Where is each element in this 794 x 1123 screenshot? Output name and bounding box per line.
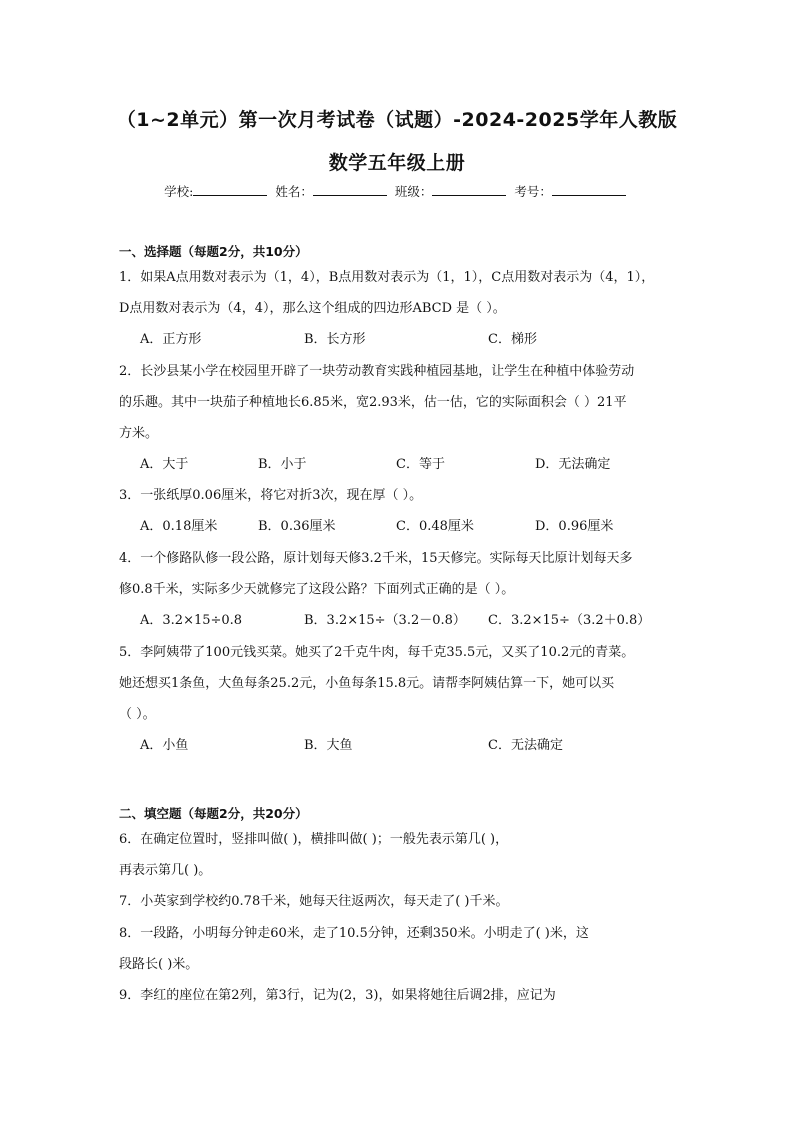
q2-option-d[interactable]: D．无法确定 [535,457,611,472]
section2-heading: 二、填空题（每题2分，共20分） [119,806,308,821]
q5-option-b[interactable]: B．大鱼 [304,738,353,753]
section1-heading: 一、选择题（每题2分，共10分） [119,244,308,259]
q2-line2: 的乐趣。其中一块茄子种植地长6.85米，宽2.93米，估一估，它的实际面积会（ ）21平 [119,395,627,410]
exam-title-line2: 数学五年级上册 [328,152,466,174]
q2-option-a[interactable]: A．大于 [140,457,189,472]
q5-line3: （ ）。 [119,707,156,722]
q1-option-c[interactable]: C．梯形 [488,332,537,347]
q1-line2: D点用数对表示为（4，4），那么这个组成的四边形ABCD 是（ ）。 [119,301,506,316]
q2-option-b[interactable]: B．小于 [258,457,307,472]
name-label: 姓名： [275,184,313,199]
q3-option-d[interactable]: D．0.96厘米 [535,519,614,534]
q5-line1: 5．李阿姨带了100元钱买菜。她买了2千克牛肉，每千克35.5元，又买了10.2元的青菜。 [119,645,635,660]
q9-line1: 9．李红的座位在第2列，第3行，记为(2，3)，如果将她往后调2排，应记为 [119,988,556,1003]
q1-option-b[interactable]: B．长方形 [304,332,366,347]
q4-option-a[interactable]: A．3.2×15÷0.8 [140,613,243,628]
school-blank[interactable] [193,182,267,196]
school-label: 学校: [164,184,194,199]
q1-option-a[interactable]: A．正方形 [140,332,202,347]
class-blank[interactable] [432,182,506,196]
q2-line3: 方米。 [119,426,159,441]
q6-line1: 6．在确定位置时，竖排叫做( )，横排叫做( )；一般先表示第几( )， [119,832,509,847]
q8-line1: 8．一段路，小明每分钟走60米，走了10.5分钟，还剩350米。小明走了( )米，这 [119,926,589,941]
q2-line1: 2．长沙县某小学在校园里开辟了一块劳动教育实践种植园基地，让学生在种植中体验劳动 [119,364,635,379]
q4-option-c[interactable]: C．3.2×15÷（3.2＋0.8） [488,613,651,628]
student-info-row [0,182,794,200]
exam-number-label: 考号： [514,184,552,199]
q4-line2: 修0.8千米，实际多少天就修完了这段公路？下面列式正确的是（ ）。 [119,582,515,597]
q3-option-c[interactable]: C．0.48厘米 [396,519,474,534]
q8-line2: 段路长( )米。 [119,957,199,972]
q6-line2: 再表示第几( )。 [119,863,212,878]
q7-line1: 7．小英家到学校约0.78千米，她每天往返两次，每天走了( )千米。 [119,894,509,909]
q3-line1: 3．一张纸厚0.06厘米，将它对折3次，现在厚（ ）。 [119,488,423,503]
q5-line2: 她还想买1条鱼，大鱼每条25.2元，小鱼每条15.8元。请帮李阿姨估算一下，她可以买 [119,676,615,691]
q3-option-a[interactable]: A．0.18厘米 [140,519,218,534]
name-blank[interactable] [313,182,387,196]
q1-line1: 1．如果A点用数对表示为（1，4），B点用数对表示为（1，1），C点用数对表示为（4，1）， [119,270,655,285]
q2-option-c[interactable]: C．等于 [396,457,445,472]
q5-option-a[interactable]: A．小鱼 [140,738,189,753]
exam-title-line1: （1~2单元）第一次月考试卷（试题）-2024-2025学年人教版 [116,109,678,131]
q3-option-b[interactable]: B．0.36厘米 [258,519,336,534]
class-label: 班级： [394,184,433,199]
exam-number-blank[interactable] [552,182,626,196]
q5-option-c[interactable]: C．无法确定 [488,738,563,753]
q4-line1: 4．一个修路队修一段公路，原计划每天修3.2千米，15天修完。实际每天比原计划每天多 [119,551,633,566]
q4-option-b[interactable]: B．3.2×15÷（3.2－0.8） [304,613,466,628]
